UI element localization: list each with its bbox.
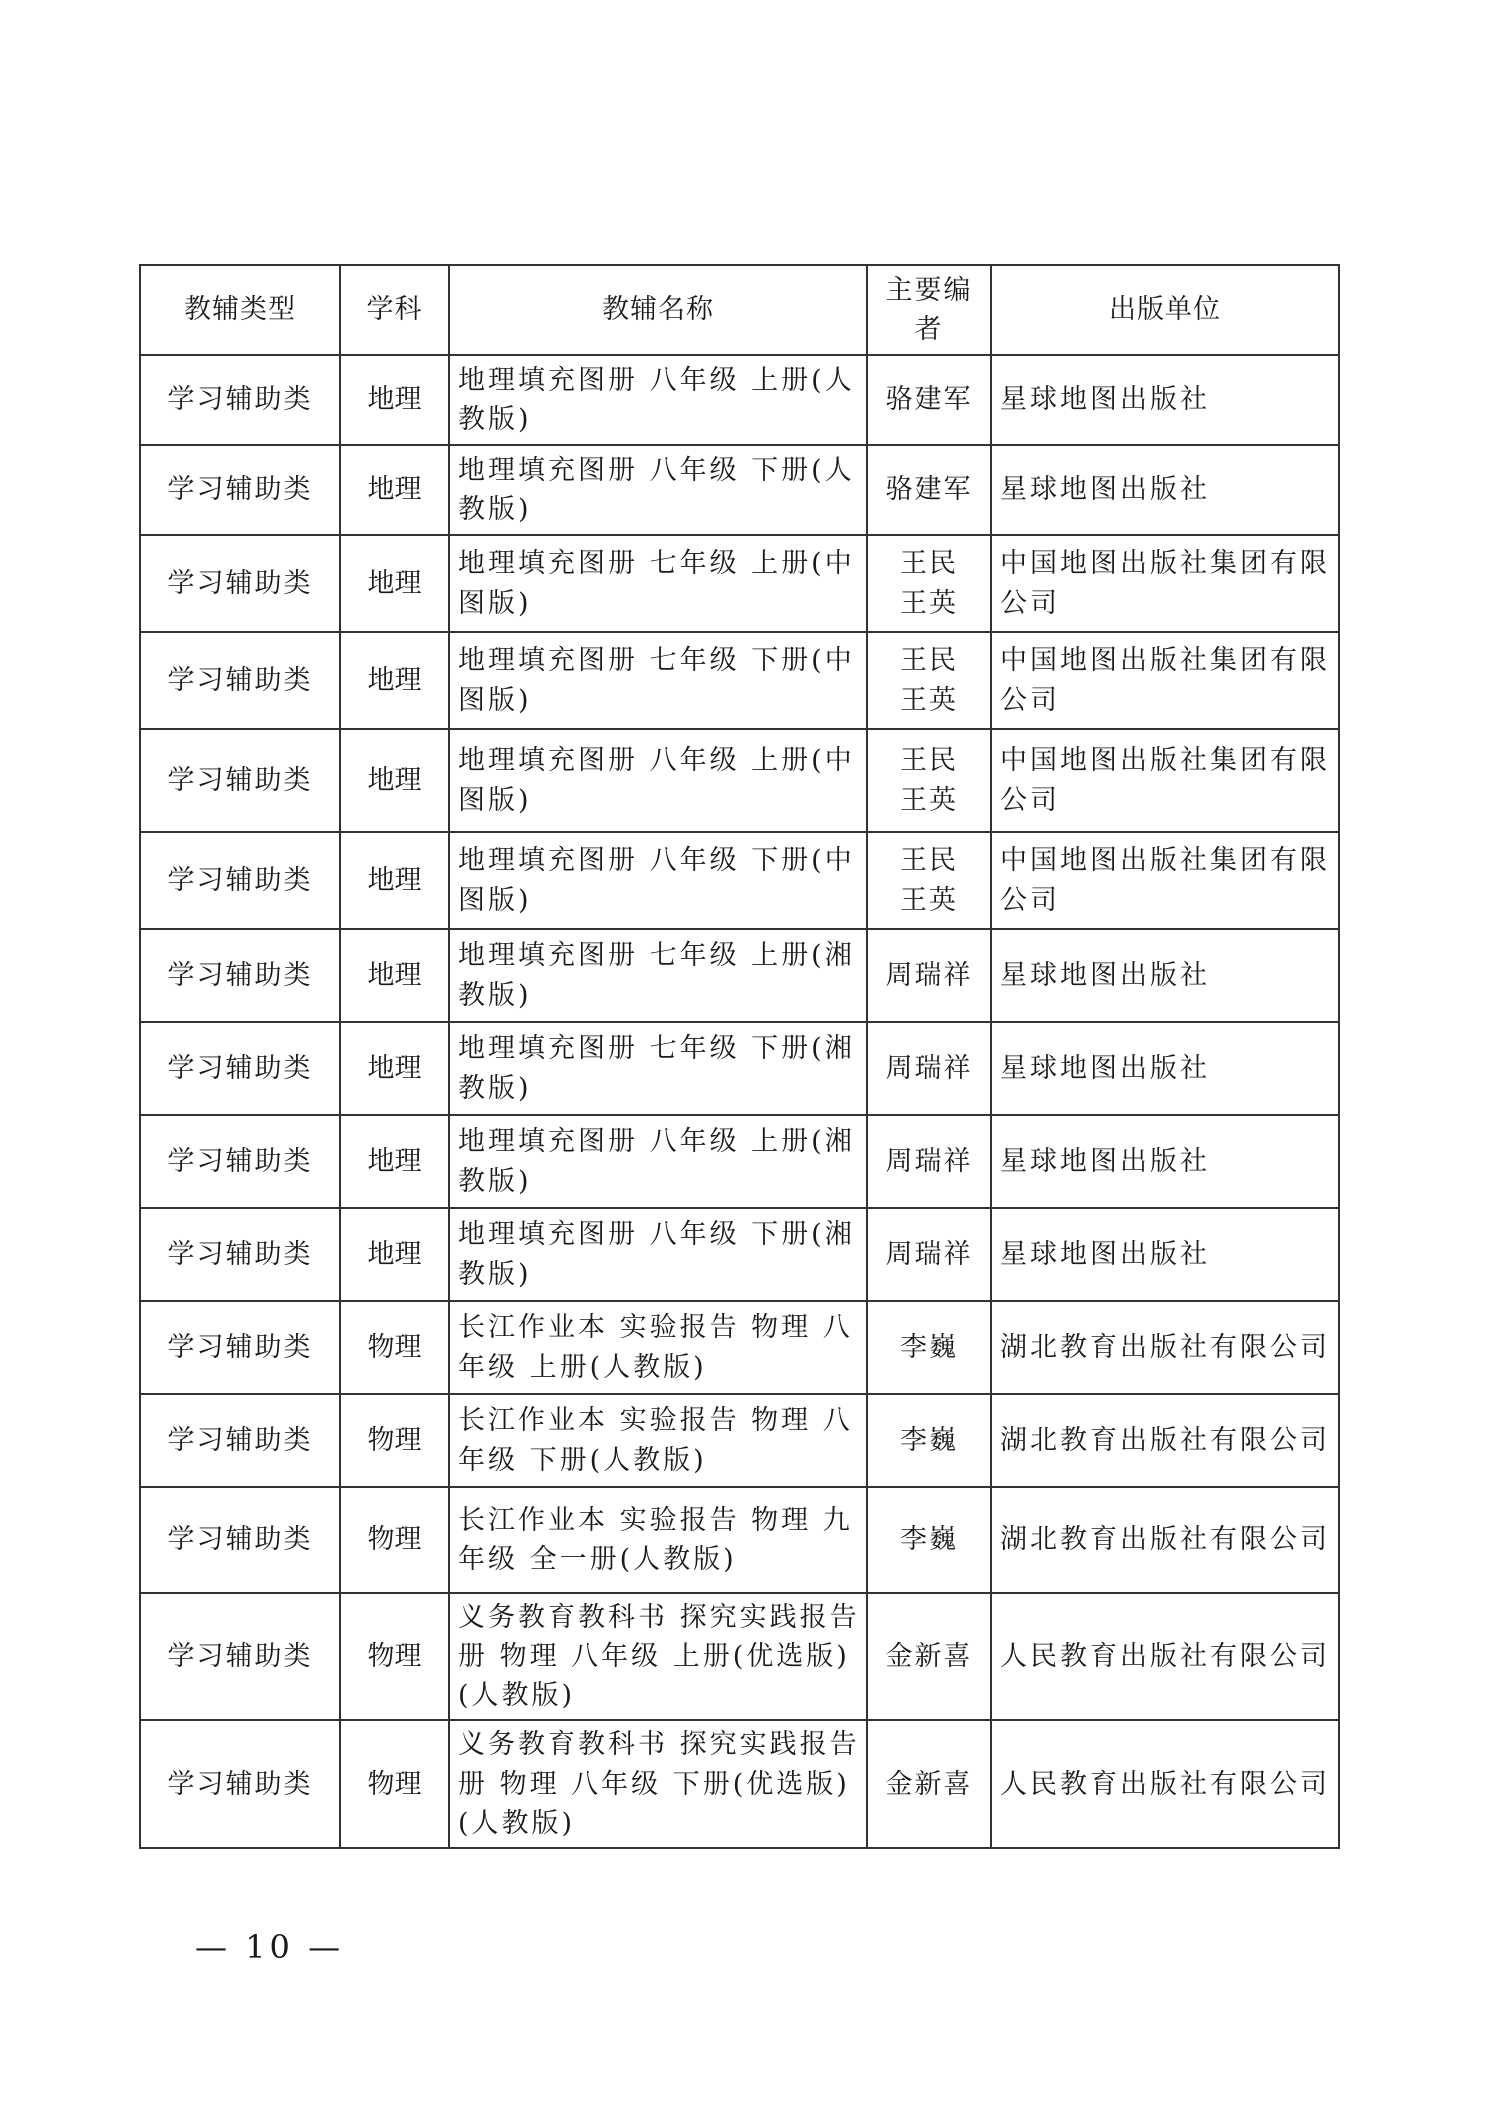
table-row — [140, 832, 1339, 929]
header-type: 教辅类型 — [140, 265, 340, 355]
author-name: 李巍 — [900, 1524, 958, 1556]
header-author: 主要编者 — [867, 265, 991, 355]
cell-subject: 地理 — [340, 355, 449, 445]
table-row — [140, 632, 1339, 729]
author-name: 李巍 — [900, 1424, 958, 1456]
table-header-row — [140, 265, 1339, 355]
cell-publisher: 湖北教育出版社有限公司 — [991, 1301, 1339, 1394]
table-row — [140, 1487, 1339, 1593]
cell-type: 学习辅助类 — [140, 1720, 340, 1847]
cell-publisher: 中国地图出版社集团有限公司 — [991, 729, 1339, 832]
cell-type: 学习辅助类 — [140, 1115, 340, 1208]
author-name: 王民 — [900, 548, 958, 580]
cell-subject: 地理 — [340, 535, 449, 632]
cell-subject: 物理 — [340, 1487, 449, 1593]
cell-publisher: 星球地图出版社 — [991, 1115, 1339, 1208]
table-row — [140, 355, 1339, 445]
cell-type: 学习辅助类 — [140, 1593, 340, 1720]
cell-publisher: 人民教育出版社有限公司 — [991, 1593, 1339, 1720]
author-name: 王英 — [900, 684, 958, 716]
table-row — [140, 729, 1339, 832]
cell-author — [867, 729, 991, 832]
author-name: 骆建军 — [885, 384, 973, 416]
table-row — [140, 1022, 1339, 1115]
author-name: 骆建军 — [885, 474, 973, 506]
cell-name: 地理填充图册 八年级 上册(人教版) — [449, 355, 867, 445]
cell-author — [867, 355, 991, 445]
cell-name: 地理填充图册 八年级 下册(人教版) — [449, 445, 867, 535]
cell-subject: 地理 — [340, 1022, 449, 1115]
cell-subject: 地理 — [340, 445, 449, 535]
cell-name: 地理填充图册 七年级 下册(湘教版) — [449, 1022, 867, 1115]
cell-subject: 物理 — [340, 1593, 449, 1720]
table-row — [140, 1301, 1339, 1394]
cell-subject: 物理 — [340, 1720, 449, 1847]
header-name: 教辅名称 — [449, 265, 867, 355]
cell-publisher: 中国地图出版社集团有限公司 — [991, 832, 1339, 929]
cell-author — [867, 632, 991, 729]
author-name: 王英 — [900, 784, 958, 816]
cell-name: 地理填充图册 七年级 下册(中图版) — [449, 632, 867, 729]
page-number: — 10 — — [195, 1928, 345, 1966]
cell-name: 地理填充图册 八年级 下册(中图版) — [449, 832, 867, 929]
table-body — [140, 355, 1339, 1848]
cell-type: 学习辅助类 — [140, 729, 340, 832]
cell-author — [867, 1720, 991, 1847]
cell-author — [867, 1301, 991, 1394]
table-row — [140, 1593, 1339, 1720]
cell-type: 学习辅助类 — [140, 1022, 340, 1115]
cell-type: 学习辅助类 — [140, 355, 340, 445]
cell-name: 长江作业本 实验报告 物理 九年级 全一册(人教版) — [449, 1487, 867, 1593]
author-name: 周瑞祥 — [885, 1145, 973, 1177]
cell-publisher: 星球地图出版社 — [991, 1022, 1339, 1115]
cell-subject: 物理 — [340, 1301, 449, 1394]
cell-publisher: 星球地图出版社 — [991, 445, 1339, 535]
cell-name: 地理填充图册 七年级 上册(中图版) — [449, 535, 867, 632]
table-row — [140, 535, 1339, 632]
author-name: 周瑞祥 — [885, 1238, 973, 1270]
cell-publisher: 星球地图出版社 — [991, 929, 1339, 1022]
cell-publisher: 星球地图出版社 — [991, 1208, 1339, 1301]
cell-type: 学习辅助类 — [140, 632, 340, 729]
cell-subject: 地理 — [340, 832, 449, 929]
cell-name: 义务教育教科书 探究实践报告册 物理 八年级 下册(优选版)(人教版) — [449, 1720, 867, 1847]
cell-publisher: 湖北教育出版社有限公司 — [991, 1394, 1339, 1487]
cell-author — [867, 1593, 991, 1720]
cell-author — [867, 535, 991, 632]
catalog-table-wrapper — [139, 264, 1338, 1849]
table-row — [140, 1394, 1339, 1487]
cell-type: 学习辅助类 — [140, 1487, 340, 1593]
header-publisher: 出版单位 — [991, 265, 1339, 355]
cell-type: 学习辅助类 — [140, 929, 340, 1022]
cell-subject: 地理 — [340, 632, 449, 729]
cell-author — [867, 445, 991, 535]
cell-type: 学习辅助类 — [140, 832, 340, 929]
author-name: 王民 — [900, 745, 958, 777]
cell-name: 地理填充图册 八年级 上册(湘教版) — [449, 1115, 867, 1208]
table-row — [140, 445, 1339, 535]
cell-type: 学习辅助类 — [140, 1208, 340, 1301]
cell-subject: 地理 — [340, 1115, 449, 1208]
cell-type: 学习辅助类 — [140, 1301, 340, 1394]
cell-name: 地理填充图册 七年级 上册(湘教版) — [449, 929, 867, 1022]
cell-type: 学习辅助类 — [140, 535, 340, 632]
author-name: 王英 — [900, 587, 958, 619]
cell-name: 地理填充图册 八年级 下册(湘教版) — [449, 1208, 867, 1301]
author-name: 王民 — [900, 845, 958, 877]
cell-publisher: 中国地图出版社集团有限公司 — [991, 535, 1339, 632]
author-name: 金新喜 — [885, 1641, 973, 1673]
author-name: 王民 — [900, 645, 958, 677]
cell-name: 长江作业本 实验报告 物理 八年级 上册(人教版) — [449, 1301, 867, 1394]
cell-subject: 地理 — [340, 1208, 449, 1301]
cell-author — [867, 832, 991, 929]
cell-author — [867, 1115, 991, 1208]
author-name: 李巍 — [900, 1331, 958, 1363]
cell-name: 地理填充图册 八年级 上册(中图版) — [449, 729, 867, 832]
cell-subject: 地理 — [340, 929, 449, 1022]
table-row — [140, 1720, 1339, 1847]
table-row — [140, 929, 1339, 1022]
cell-subject: 物理 — [340, 1394, 449, 1487]
cell-author — [867, 1394, 991, 1487]
author-name: 王英 — [900, 884, 958, 916]
cell-author — [867, 929, 991, 1022]
table-row — [140, 1208, 1339, 1301]
author-name: 周瑞祥 — [885, 959, 973, 991]
cell-name: 长江作业本 实验报告 物理 八年级 下册(人教版) — [449, 1394, 867, 1487]
cell-author — [867, 1487, 991, 1593]
cell-subject: 地理 — [340, 729, 449, 832]
cell-type: 学习辅助类 — [140, 1394, 340, 1487]
cell-name: 义务教育教科书 探究实践报告册 物理 八年级 上册(优选版)(人教版) — [449, 1593, 867, 1720]
author-name: 周瑞祥 — [885, 1052, 973, 1084]
cell-author — [867, 1022, 991, 1115]
cell-publisher: 人民教育出版社有限公司 — [991, 1720, 1339, 1847]
author-name: 金新喜 — [885, 1768, 973, 1800]
cell-publisher: 星球地图出版社 — [991, 355, 1339, 445]
cell-publisher: 湖北教育出版社有限公司 — [991, 1487, 1339, 1593]
table-row — [140, 1115, 1339, 1208]
cell-author — [867, 1208, 991, 1301]
cell-publisher: 中国地图出版社集团有限公司 — [991, 632, 1339, 729]
header-subject: 学科 — [340, 265, 449, 355]
catalog-table — [139, 264, 1340, 1849]
cell-type: 学习辅助类 — [140, 445, 340, 535]
